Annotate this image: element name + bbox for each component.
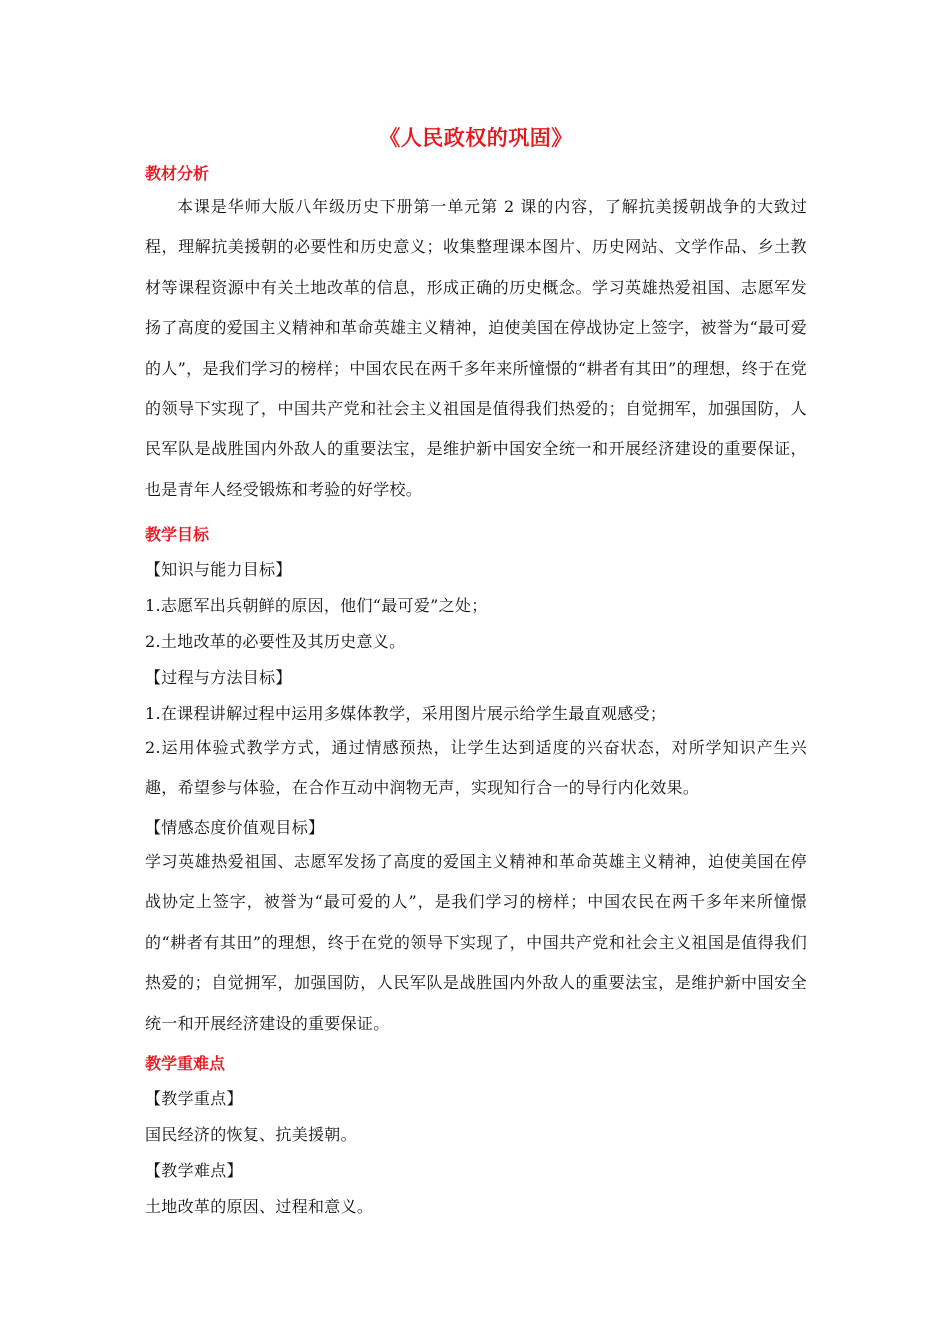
section-heading-keypoints: 教学重难点	[145, 1054, 226, 1073]
knowledge-goal-item-1: 1.志愿军出兵朝鲜的原因，他们“最可爱”之处；	[145, 596, 488, 615]
emotion-goal-label: 【情感态度价值观目标】	[145, 818, 325, 837]
teaching-focus-label: 【教学重点】	[145, 1089, 243, 1108]
knowledge-goal-label: 【知识与能力目标】	[145, 560, 292, 579]
process-goal-item-1: 1.在课程讲解过程中运用多媒体教学，采用图片展示给学生最直观感受；	[145, 704, 667, 723]
document-title: 《人民政权的巩固》	[379, 125, 573, 150]
teaching-focus-body: 国民经济的恢复、抗美援朝。	[145, 1125, 357, 1144]
section-heading-goals: 教学目标	[145, 525, 210, 544]
emotion-goal-paragraph: 学习英雄热爱祖国、志愿军发扬了高度的爱国主义精神和革命英雄主义精神，迫使美国在停战协定上签字，被誉为“最可爱的人”，是我们学习的榜样；中国农民在两千多年来所憧憬的“耕者有其田”的理想，终于在党的领导下实现了，中国共产党和社会主义祖国是值得我们热爱的；自觉拥军，加强国防，人民军队是战胜国内外敌人的重要法宝，是维护新中国安全统一和开展经济建设的重要保证。	[145, 852, 807, 1033]
teaching-difficulty-label: 【教学难点】	[145, 1161, 243, 1180]
knowledge-goal-item-2: 2.土地改革的必要性及其历史意义。	[145, 632, 406, 651]
analysis-paragraph: 本课是华师大版八年级历史下册第一单元第 2 课的内容，了解抗美援朝战争的大致过程，理解抗美援朝的必要性和历史意义；收集整理课本图片、历史网站、文学作品、乡土教材等课程资源中有关土地改革的信息，形成正确的历史概念。学习英雄热爱祖国、志愿军发扬了高度的爱国主义精神和革命英雄主义精神，迫使美国在停战协定上签字，被誉为“最可爱的人”，是我们学习的榜样；中国农民在两千多年来所憧憬的“耕者有其田”的理想，终于在党的领导下实现了，中国共产党和社会主义祖国是值得我们热爱的；自觉拥军，加强国防，人民军队是战胜国内外敌人的重要法宝，是维护新中国安全统一和开展经济建设的重要保证，也是青年人经受锻炼和考验的好学校。	[145, 197, 807, 499]
teaching-difficulty-body: 土地改革的原因、过程和意义。	[145, 1197, 374, 1216]
section-heading-analysis: 教材分析	[145, 164, 210, 183]
process-goal-item-2: 2.运用体验式教学方式，通过情感预热，让学生达到适度的兴奋状态，对所学知识产生兴趣，希望参与体验，在合作互动中润物无声，实现知行合一的导行内化效果。	[145, 738, 807, 798]
process-goal-label: 【过程与方法目标】	[145, 668, 292, 687]
